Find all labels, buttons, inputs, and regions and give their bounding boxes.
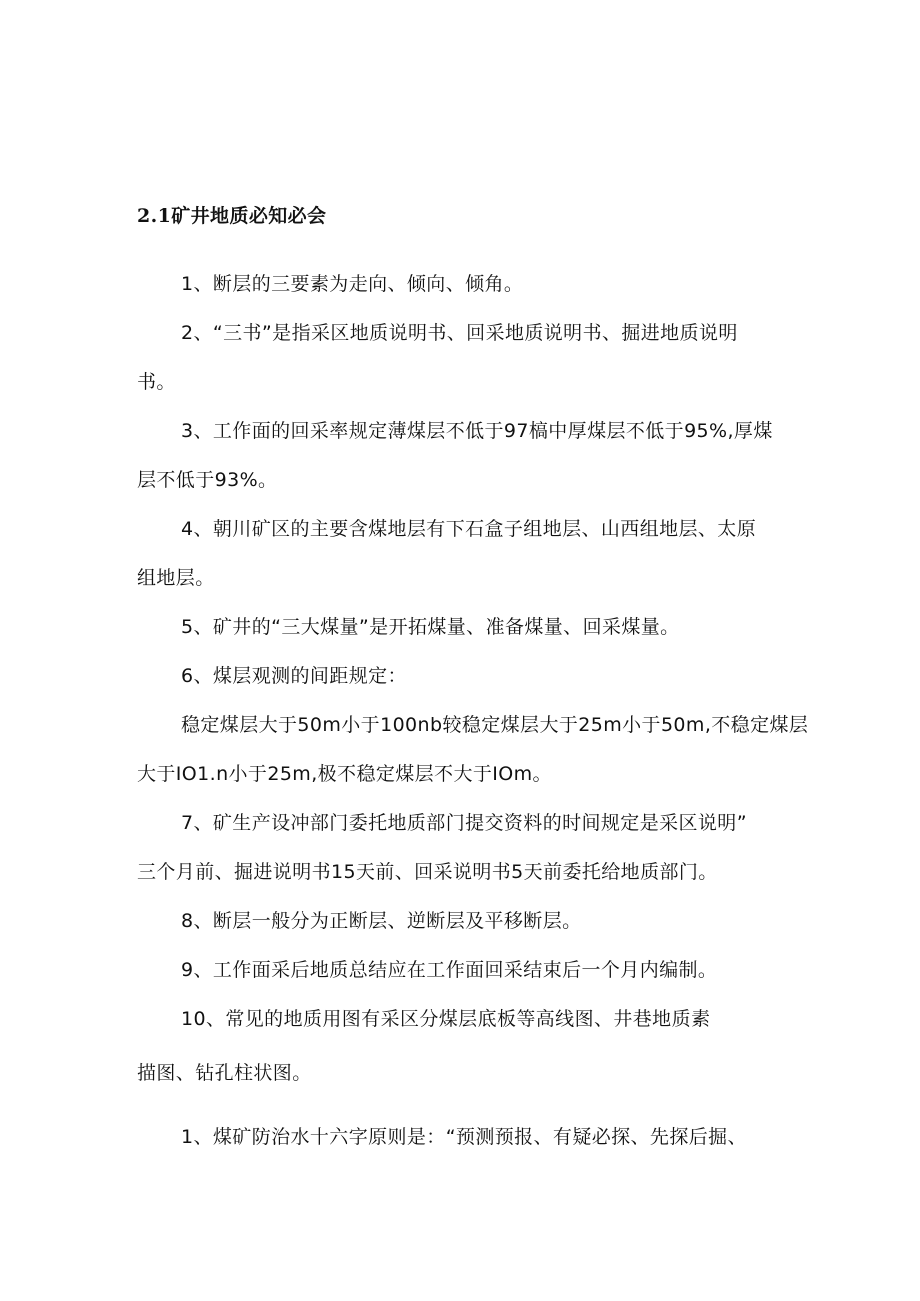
paragraph-9-line-1: 8、断层一般分为正断层、逆断层及平移断层。: [181, 910, 582, 932]
paragraph-2-line-1: 2、“三书”是指采区地质说明书、回采地质说明书、掘进地质说明: [181, 322, 738, 344]
paragraph-7-line-1: 稳定煤层大于50m小于100nb较稳定煤层大于25m小于50m,不稳定煤层: [181, 714, 809, 736]
paragraph-11-line-1: 10、常见的地质用图有采区分煤层底板等高线图、井巷地质素: [181, 1008, 711, 1030]
paragraph-4-line-1: 4、朝川矿区的主要含煤地层有下石盒子组地层、山西组地层、太原: [181, 518, 757, 540]
paragraph-3-line-2: 层不低于93%。: [137, 469, 278, 491]
section-title: 2.1矿井地质必知必会: [137, 205, 327, 227]
paragraph-5-line-1: 5、矿井的“三大煤量”是开拓煤量、准备煤量、回采煤量。: [181, 616, 680, 638]
paragraph-12-line-1: 1、煤矿防治水十六字原则是：“预测预报、有疑必探、先探后掘、: [181, 1126, 747, 1148]
paragraph-8-line-2: 三个月前、掘进说明书15天前、回采说明书5天前委托给地质部门。: [137, 861, 718, 883]
paragraph-1-line-1: 1、断层的三要素为走向、倾向、倾角。: [181, 273, 524, 295]
paragraph-11-line-2: 描图、钻孔柱状图。: [137, 1062, 312, 1084]
paragraph-10-line-1: 9、工作面采后地质总结应在工作面回采结束后一个月内编制。: [181, 959, 718, 981]
paragraph-8-line-1: 7、矿生产设冲部门委托地质部门提交资料的时间规定是采区说明”: [181, 812, 747, 834]
paragraph-6-line-1: 6、煤层观测的间距规定：: [181, 665, 407, 687]
paragraph-4-line-2: 组地层。: [137, 567, 215, 589]
paragraph-2-line-2: 书。: [137, 371, 176, 393]
paragraph-3-line-1: 3、工作面的回采率规定薄煤层不低于97槁中厚煤层不低于95%,厚煤: [181, 420, 773, 442]
paragraph-7-line-2: 大于IO1.n小于25m,极不稳定煤层不大于IOm。: [137, 763, 552, 785]
